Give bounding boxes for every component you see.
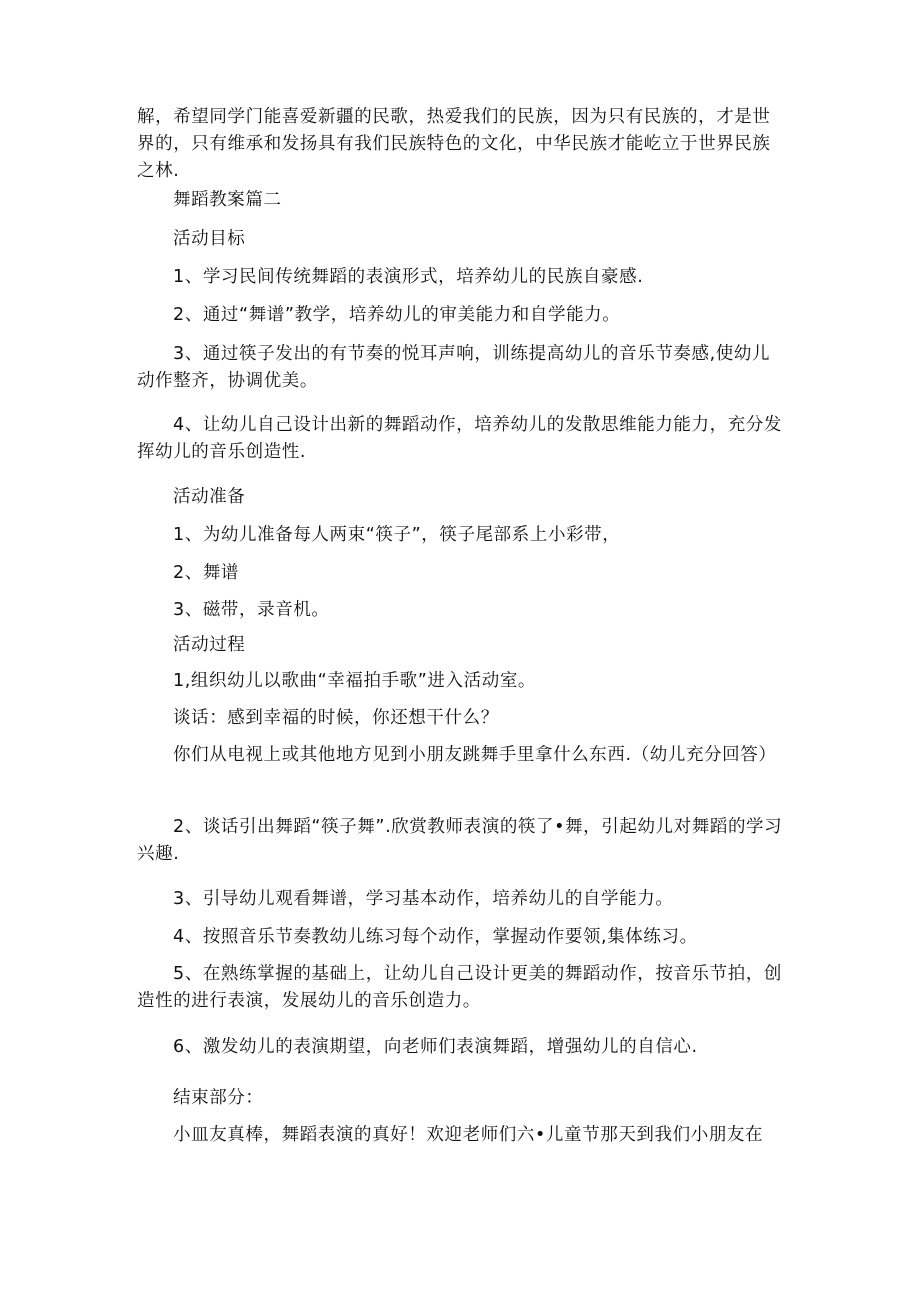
prep-item-3: 3、磁带，录音机。 <box>173 600 330 620</box>
goal-item-3: 3、通过筷子发出的有节奏的悦耳声响，训练提高幼儿的音乐节奏感,使幼儿动作整齐，协调优美。 <box>137 344 771 391</box>
conversation-question: 你们从电视上或其他地方见到小朋友跳舞手里拿什么东西.（幼儿充分回答） <box>173 745 777 765</box>
paragraph-intro-continuation: 解，希望同学门能喜爱新疆的民歌，热爱我们的民族，因为只有民族的，才是世界的，只有维承和发扬具有我们民族特色的文化，中华民族才能屹立于世界民族之林. <box>137 107 771 181</box>
section-title: 舞蹈教案篇二 <box>173 190 282 210</box>
heading-ending: 结束部分： <box>173 1088 264 1108</box>
process-item-5: 5、在熟练掌握的基础上，让幼儿自己设计更美的舞蹈动作，按音乐节拍，创造性的进行表演，发展幼儿的音乐创造力。 <box>137 964 783 1011</box>
prep-item-1: 1、为幼儿准备每人两束“筷子”，筷子尾部系上小彩带， <box>173 525 621 545</box>
process-item-3: 3、引导幼儿观看舞谱，学习基本动作，培养幼儿的自学能力。 <box>173 889 674 909</box>
process-item-1: 1,组织幼儿以歌曲“幸福拍手歌”进入活动室。 <box>173 671 537 691</box>
heading-activity-process: 活动过程 <box>173 635 246 655</box>
conversation-line: 谈话：感到幸福的时候，你还想干什么？ <box>173 708 499 728</box>
process-item-6: 6、激发幼儿的表演期望，向老师们表演舞蹈，增强幼儿的自信心. <box>173 1037 698 1057</box>
process-item-2: 2、谈话引出舞蹈“筷子舞”.欣赏教师表演的筷了•舞，引起幼儿对舞蹈的学习兴趣. <box>137 817 783 864</box>
ending-paragraph: 小皿友真棒，舞蹈表演的真好！欢迎老师们六•儿童节那天到我们小朋友在 <box>173 1125 764 1145</box>
prep-item-2: 2、舞谱 <box>173 563 240 583</box>
goal-item-2: 2、通过“舞谱”教学，培养幼儿的审美能力和自学能力。 <box>173 305 621 325</box>
heading-activity-goals: 活动目标 <box>173 229 246 249</box>
goal-item-4: 4、让幼儿自己设计出新的舞蹈动作，培养幼儿的发散思维能力能力，充分发挥幼儿的音乐创造性. <box>137 415 783 462</box>
goal-item-1: 1、学习民间传统舞蹈的表演形式，培养幼儿的民族自豪感. <box>173 267 644 287</box>
heading-activity-preparation: 活动准备 <box>173 487 246 507</box>
process-item-4: 4、按照音乐节奏教幼儿练习每个动作，掌握动作要领,集体练习。 <box>173 927 698 947</box>
